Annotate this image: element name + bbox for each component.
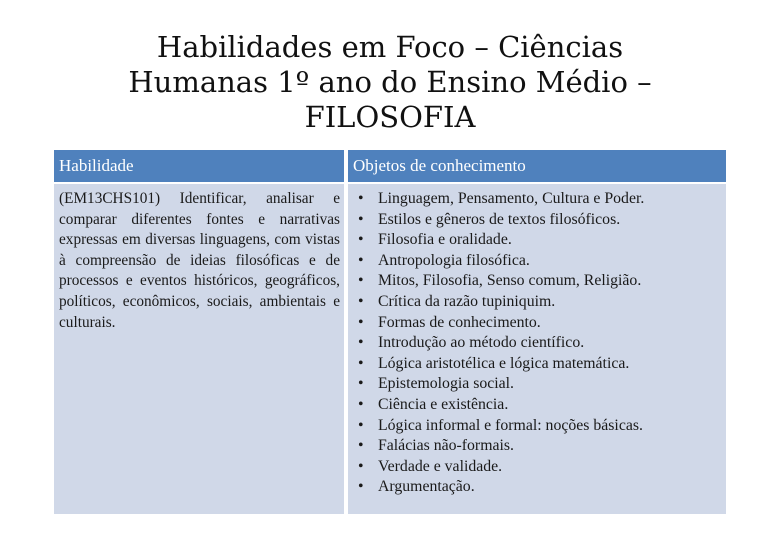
bullet-icon: • — [358, 251, 364, 269]
bullet-icon: • — [358, 210, 364, 228]
topic-item — [356, 374, 722, 395]
topic-item — [356, 230, 722, 251]
topic-item — [356, 313, 722, 334]
skill-cell — [54, 184, 344, 514]
topic-item — [356, 436, 722, 457]
topic-text: Crítica da razão tupiniquim. — [378, 292, 556, 310]
bullet-icon: • — [358, 354, 364, 372]
topic-text: Introdução ao método científico. — [378, 334, 585, 352]
slide-title — [60, 30, 720, 135]
topic-text: Verdade e validade. — [378, 457, 503, 475]
topic-item — [356, 416, 722, 437]
topic-text: Epistemologia social. — [378, 375, 515, 393]
topic-text: Ciência e existência. — [378, 395, 509, 413]
topic-text: Linguagem, Pensamento, Cultura e Poder. — [378, 190, 645, 207]
bullet-icon: • — [358, 231, 364, 249]
topic-item — [356, 210, 722, 231]
bullet-icon: • — [358, 395, 364, 413]
topic-text: Filosofia e oralidade. — [378, 231, 512, 249]
topic-item — [356, 333, 722, 354]
skills-table — [54, 150, 726, 514]
topic-text: Argumentação. — [378, 478, 475, 496]
topic-item — [356, 251, 722, 272]
bullet-icon: • — [358, 190, 364, 207]
bullet-icon: • — [358, 375, 364, 393]
topic-text: Lógica aristotélica e lógica matemática. — [378, 354, 630, 372]
bullet-icon: • — [358, 334, 364, 352]
topic-text: Falácias não-formais. — [378, 437, 514, 455]
bullet-icon: • — [358, 416, 364, 434]
topic-text: Mitos, Filosofia, Senso comum, Religião. — [378, 272, 642, 290]
topic-item — [356, 189, 722, 210]
topic-item — [356, 395, 722, 416]
bullet-icon: • — [358, 437, 364, 455]
topic-text: Lógica informal e formal: noções básicas. — [378, 416, 643, 434]
slide-title-line-3: FILOSOFIA — [304, 100, 476, 134]
topic-text: Formas de conhecimento. — [378, 313, 541, 331]
topics-list — [356, 189, 722, 498]
topic-item — [356, 477, 722, 498]
bullet-icon: • — [358, 457, 364, 475]
header-habilidade: Habilidade — [54, 150, 344, 182]
topic-item — [356, 354, 722, 375]
topic-item — [356, 457, 722, 478]
topic-text: Estilos e gêneros de textos filosóficos. — [378, 210, 621, 228]
topic-item — [356, 271, 722, 292]
slide-title-line-1: Habilidades em Foco – Ciências — [156, 30, 624, 64]
header-objetos-de-conhecimento: Objetos de conhecimento — [348, 150, 726, 182]
topic-text: Antropologia filosófica. — [378, 251, 530, 269]
slide-title-line-2: Humanas 1º ano do Ensino Médio – — [128, 65, 652, 99]
bullet-icon: • — [358, 478, 364, 496]
topics-cell — [348, 184, 726, 514]
bullet-icon: • — [358, 313, 364, 331]
skill-description: (EM13CHS101) Identificar, analisar e comparar diferentes fontes e narrativas expressas em diversas linguagens, com vistas à compreensão de ideias filosóficas e de processos e eventos históricos, geográficos, políticos, econômicos, sociais, ambientais e culturais. — [59, 190, 340, 331]
bullet-icon: • — [358, 292, 364, 310]
topic-item — [356, 292, 722, 313]
bullet-icon: • — [358, 272, 364, 290]
